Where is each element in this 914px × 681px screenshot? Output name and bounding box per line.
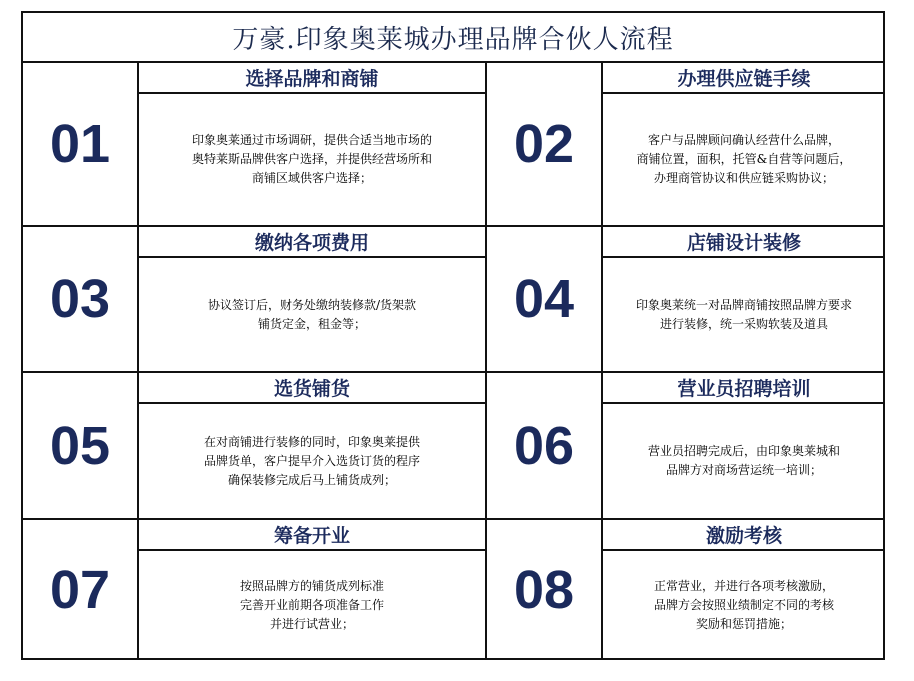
step-number: 08 [487,520,603,660]
step-description: 营业员招聘完成后，由印象奥莱城和 品牌方对商场营运统一培训； [647,444,840,477]
step-heading: 筹备开业 [139,520,485,551]
step-heading: 激励考核 [603,520,885,551]
step-heading: 营业员招聘培训 [603,373,885,404]
step-description: 客户与品牌顾问确认经营什么品牌， 商铺位置，面积，托管&自营等问题后， 办理商管协议和供应链采购协议； [636,133,852,185]
step-cell-05 [23,373,485,518]
step-number: 01 [23,63,139,225]
step-number: 07 [23,520,139,660]
step-heading: 选择品牌和商铺 [139,63,485,94]
step-heading: 办理供应链手续 [603,63,885,94]
step-description: 在对商铺进行装修的同时，印象奥莱提供 品牌货单，客户提早介入选货订货的程序 确保装修完成后马上铺货成列； [203,434,420,487]
step-cell-01 [23,63,485,225]
step-description: 正常营业，并进行各项考核激励， 品牌方会按照业绩制定不同的考核 奖励和惩罚措施； [653,579,834,631]
step-heading: 选货铺货 [139,373,485,404]
step-cell-04 [487,227,885,371]
step-cell-06 [487,373,885,518]
step-heading: 店铺设计装修 [603,227,885,258]
step-number: 06 [487,373,603,518]
process-table [21,11,885,660]
step-number: 02 [487,63,603,225]
step-cell-03 [23,227,485,371]
step-cell-02 [487,63,885,225]
step-description: 印象奥莱通过市场调研，提供合适当地市场的 奥特莱斯品牌供客户选择，并提供经营场所和 商铺区域供客户选择； [191,133,432,185]
step-description: 印象奥莱统一对品牌商铺按照品牌方要求 进行装修，统一采购软装及道具 [635,297,852,331]
step-cell-08 [487,520,885,660]
step-heading: 缴纳各项费用 [139,227,485,258]
step-number: 05 [23,373,139,518]
step-description: 协议签订后，财务处缴纳装修款/货架款 铺货定金，租金等； [207,297,417,331]
step-cell-07 [23,520,485,660]
step-description: 按照品牌方的铺货成列标准 完善开业前期各项准备工作 并进行试营业； [239,579,384,631]
step-number: 04 [487,227,603,371]
page-title: 万豪.印象奥莱城办理品牌合伙人流程 [23,13,883,63]
step-number: 03 [23,227,139,371]
